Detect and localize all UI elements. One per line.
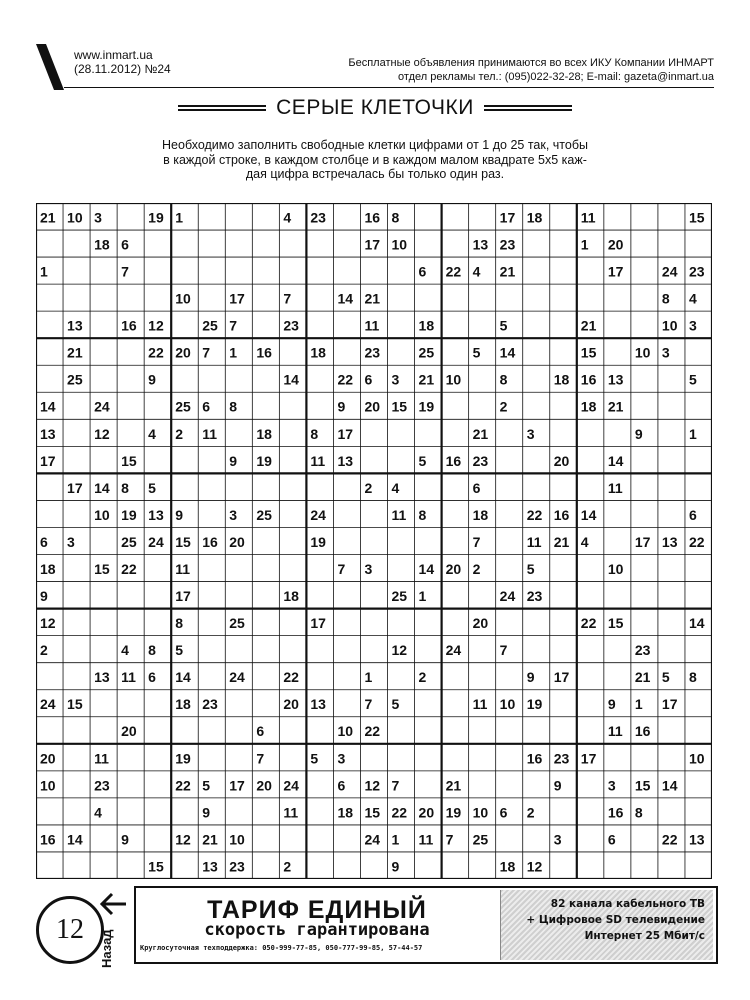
- grid-cell-value: 19: [418, 398, 435, 415]
- grid-cell-value: 16: [202, 533, 218, 550]
- title-row: [0, 96, 750, 120]
- back-link[interactable]: Назад: [99, 929, 114, 968]
- grid-cell-value: 10: [337, 723, 354, 740]
- grid-cell-value: 25: [391, 588, 408, 605]
- grid-cell-value: 11: [175, 560, 191, 577]
- grid-cell-value: 25: [418, 344, 435, 361]
- grid-cell-value: 18: [310, 344, 326, 361]
- grid-cell-value: 14: [283, 371, 299, 388]
- grid-cell-value: 21: [40, 209, 56, 226]
- grid-cell-value: 18: [499, 858, 516, 875]
- grid-cell-value: 18: [283, 588, 299, 605]
- grid-cell-value: 9: [175, 506, 183, 523]
- grid-cell-value: 20: [364, 398, 381, 415]
- ad-banner[interactable]: [134, 886, 718, 964]
- grid-cell-value: 23: [634, 642, 651, 659]
- grid-cell-value: 22: [580, 615, 597, 632]
- grid-cell-value: 19: [256, 452, 272, 469]
- puzzle-title: СЕРЫЕ КЛЕТОЧКИ: [276, 96, 474, 119]
- grid-cell-value: 14: [94, 479, 110, 496]
- ad-feature-3: Интернет 25 Мбит/с: [584, 930, 705, 942]
- grid-cell-value: 6: [148, 669, 156, 686]
- site-info: [74, 48, 171, 76]
- grid-cell-value: 4: [580, 533, 589, 550]
- grid-cell-value: 10: [499, 696, 516, 713]
- grid-cell-value: 9: [40, 588, 48, 605]
- grid-cell-value: 11: [364, 317, 380, 334]
- grid-cell-value: 25: [121, 533, 137, 550]
- grid-cell-value: 25: [256, 506, 272, 523]
- grid-cell-value: 2: [418, 669, 427, 686]
- grid-cell-value: 12: [526, 858, 543, 875]
- grid-cell-value: 12: [391, 642, 408, 659]
- grid-cell-value: 13: [202, 858, 218, 875]
- grid-cell-value: 24: [661, 263, 678, 280]
- ad-support-phones: Круглосуточная техподдержка: 050-999-77-85, 050-777-99-85, 57-44-57: [140, 944, 423, 952]
- grid-cell-value: 13: [40, 425, 56, 442]
- grid-cell-value: 13: [472, 236, 489, 253]
- grid-cell-value: 19: [445, 804, 462, 821]
- grid-cell-value: 6: [472, 479, 481, 496]
- grid-cell-value: 25: [175, 398, 191, 415]
- grid-cell-value: 1: [229, 344, 238, 361]
- grid-cell-value: 20: [607, 236, 624, 253]
- grid-cell-value: 5: [175, 642, 183, 659]
- puzzle-instructions: Необходимо заполнить свободные клетки цифрами от 1 до 25 так, чтобы в каждой строке, в каждом столбце и в каждом малом квадрате 5х5 каж- дая цифра встречалась бы только один раз.: [162, 138, 588, 181]
- grid-cell-value: 11: [526, 533, 542, 550]
- grid-cell-value: 9: [229, 452, 238, 469]
- grid-cell-value: 21: [445, 777, 462, 794]
- grid-cell-value: 12: [40, 615, 56, 632]
- grid-cell-value: 3: [229, 506, 238, 523]
- grid-cell-value: 18: [580, 398, 597, 415]
- grid-cell-value: 5: [418, 452, 427, 469]
- grid-cell-value: 15: [580, 344, 597, 361]
- grid-cell-value: 18: [472, 506, 489, 523]
- grid-cell-value: 4: [472, 263, 481, 280]
- grid-cell-value: 11: [391, 506, 407, 523]
- grid-cell-value: 8: [634, 804, 643, 821]
- grid-cell-value: 3: [337, 750, 346, 767]
- grid-cell-value: 14: [688, 615, 705, 632]
- grid-cell-value: 8: [148, 642, 156, 659]
- grid-cell-value: 2: [364, 479, 373, 496]
- grid-cell-value: 5: [202, 777, 211, 794]
- grid-cell-value: 23: [94, 777, 110, 794]
- grid-cell-value: 6: [121, 236, 129, 253]
- grid-cell-value: 13: [688, 831, 705, 848]
- grid-cell-value: 7: [202, 344, 211, 361]
- grid-cell-value: 24: [229, 669, 245, 686]
- grid-cell-value: 20: [553, 452, 570, 469]
- grid-cell-value: 9: [607, 696, 616, 713]
- grid-cell-value: 2: [472, 560, 481, 577]
- grid-cell-value: 23: [229, 858, 245, 875]
- grid-cell-value: 10: [229, 831, 245, 848]
- grid-cell-value: 16: [634, 723, 651, 740]
- grid-cell-value: 11: [418, 831, 434, 848]
- grid-cell-value: 8: [175, 615, 183, 632]
- grid-cell-value: 10: [661, 317, 678, 334]
- grid-cell-value: 5: [688, 371, 697, 388]
- grid-cell-value: 9: [553, 777, 562, 794]
- grid-cell-value: 8: [661, 290, 670, 307]
- grid-cell-value: 18: [337, 804, 354, 821]
- grid-cell-value: 10: [607, 560, 624, 577]
- grid-cell-value: 14: [418, 560, 435, 577]
- grid-cell-value: 14: [661, 777, 678, 794]
- grid-cell-value: 9: [391, 858, 400, 875]
- grid-cell-value: 8: [391, 209, 400, 226]
- ad-features-box: [500, 890, 713, 960]
- grid-cell-value: 19: [148, 209, 164, 226]
- grid-cell-value: 15: [94, 560, 110, 577]
- grid-cell-value: 11: [94, 750, 109, 767]
- grid-cell-value: 21: [418, 371, 435, 388]
- grid-cell-value: 24: [94, 398, 110, 415]
- grid-cell-value: 17: [661, 696, 678, 713]
- grid-cell-value: 13: [310, 696, 326, 713]
- grid-cell-value: 11: [580, 209, 596, 226]
- grid-cell-value: 25: [472, 831, 489, 848]
- grid-cell-value: 11: [283, 804, 299, 821]
- grid-cell-value: 5: [661, 669, 670, 686]
- grid-cell-value: 1: [40, 263, 48, 280]
- grid-cell-value: 10: [634, 344, 651, 361]
- grid-cell-value: 20: [256, 777, 272, 794]
- grid-cell-value: 7: [256, 750, 265, 767]
- grid-cell-value: 22: [283, 669, 299, 686]
- grid-cell-value: 3: [67, 533, 75, 550]
- grid-cell-value: 6: [337, 777, 346, 794]
- grid-cell-value: 21: [472, 425, 489, 442]
- grid-cell-value: 11: [310, 452, 326, 469]
- grid-cell-value: 16: [40, 831, 56, 848]
- grid-cell-value: 13: [67, 317, 83, 334]
- grid-cell-value: 7: [229, 317, 238, 334]
- grid-cell-value: 24: [445, 642, 462, 659]
- grid-cell-value: 14: [40, 398, 56, 415]
- grid-cell-value: 11: [607, 479, 623, 496]
- grid-cell-value: 23: [553, 750, 570, 767]
- grid-cell-value: 16: [553, 506, 570, 523]
- grid-cell-value: 9: [121, 831, 129, 848]
- grid-cell-value: 23: [202, 696, 218, 713]
- grid-cell-value: 16: [580, 371, 597, 388]
- grid-cell-value: 9: [526, 669, 535, 686]
- grid-cell-value: 2: [499, 398, 508, 415]
- grid-cell-value: 17: [175, 588, 191, 605]
- grid-cell-value: 2: [40, 642, 48, 659]
- grid-cell-value: 1: [391, 831, 400, 848]
- grid-cell-value: 22: [121, 560, 137, 577]
- grid-cell-value: 19: [175, 750, 191, 767]
- ads-notice: [348, 56, 714, 84]
- grid-cell-value: 7: [283, 290, 292, 307]
- grid-cell-value: 5: [499, 317, 508, 334]
- grid-cell-value: 17: [499, 209, 516, 226]
- grid-cell-value: 1: [580, 236, 589, 253]
- notice-line-2: отдел рекламы тел.: (095)022-32-28; E-mail: gazeta@inmart.ua: [398, 71, 714, 83]
- grid-cell-value: 5: [148, 479, 156, 496]
- grid-cell-value: 8: [121, 479, 129, 496]
- grid-cell-value: 6: [40, 533, 48, 550]
- grid-cell-value: 21: [67, 344, 83, 361]
- grid-cell-value: 5: [391, 696, 400, 713]
- grid-cell-value: 18: [553, 371, 570, 388]
- grid-cell-value: 5: [526, 560, 535, 577]
- grid-cell-value: 9: [634, 425, 643, 442]
- grid-cell-value: 17: [337, 425, 354, 442]
- grid-cell-value: 3: [94, 209, 102, 226]
- grid-cell-value: 11: [121, 669, 136, 686]
- grid-cell-value: 13: [661, 533, 678, 550]
- grid-cell-value: 18: [526, 209, 543, 226]
- grid-cell-value: 9: [202, 804, 211, 821]
- grid-cell-value: 1: [634, 696, 643, 713]
- grid-cell-value: 22: [526, 506, 543, 523]
- grid-cell-value: 6: [418, 263, 427, 280]
- site-url[interactable]: www.inmart.ua: [74, 48, 153, 62]
- grid-cell-value: 17: [229, 290, 245, 307]
- grid-cell-value: 20: [229, 533, 245, 550]
- grid-cell-value: 17: [580, 750, 597, 767]
- grid-cell-value: 23: [364, 344, 381, 361]
- grid-cell-value: 22: [175, 777, 191, 794]
- grid-cell-value: 5: [472, 344, 481, 361]
- grid-cell-value: 10: [175, 290, 191, 307]
- grid-cell-value: 2: [283, 858, 292, 875]
- grid-cell-value: 3: [364, 560, 373, 577]
- grid-cell-value: 17: [40, 452, 56, 469]
- ad-main: [136, 888, 498, 962]
- ad-feature-2: + Цифровое SD телевидение: [526, 914, 705, 926]
- grid-cell-value: 17: [229, 777, 245, 794]
- grid-cell-value: 9: [148, 371, 156, 388]
- grid-cell-value: 18: [175, 696, 191, 713]
- grid-cell-value: 20: [472, 615, 489, 632]
- grid-cell-value: 7: [472, 533, 481, 550]
- grid-cell-value: 17: [310, 615, 326, 632]
- grid-cell-value: 8: [688, 669, 697, 686]
- grid-cell-value: 22: [688, 533, 705, 550]
- grid-cell-value: 14: [499, 344, 516, 361]
- grid-cell-value: 2: [526, 804, 535, 821]
- grid-cell-value: 15: [634, 777, 651, 794]
- grid-cell-value: 16: [364, 209, 381, 226]
- grid-cell-value: 16: [121, 317, 137, 334]
- ad-feature-1: 82 канала кабельного ТВ: [550, 898, 705, 910]
- grid-cell-value: 24: [499, 588, 516, 605]
- grid-cell-value: 19: [121, 506, 137, 523]
- grid-cell-value: 23: [688, 263, 705, 280]
- grid-cell-value: 12: [148, 317, 164, 334]
- issue-date: (28.11.2012) №24: [74, 62, 171, 76]
- grid-cell-value: 6: [607, 831, 616, 848]
- grid-cell-value: 1: [688, 425, 697, 442]
- grid-cell-value: 15: [391, 398, 408, 415]
- grid-cell-value: 14: [337, 290, 354, 307]
- grid-cell-value: 14: [580, 506, 597, 523]
- grid-cell-value: 24: [40, 696, 56, 713]
- grid-cell-value: 22: [364, 723, 381, 740]
- grid-cell-value: 11: [607, 723, 623, 740]
- grid-cell-value: 16: [256, 344, 272, 361]
- grid-cell-value: 10: [67, 209, 83, 226]
- grid-cell-value: 2: [175, 425, 183, 442]
- corner-stripe-icon: [36, 44, 64, 90]
- grid-cell-value: 21: [634, 669, 651, 686]
- grid-cell-value: 7: [364, 696, 373, 713]
- grid-cell-value: 14: [607, 452, 624, 469]
- grid-cell-value: 24: [283, 777, 299, 794]
- grid-cell-value: 10: [40, 777, 56, 794]
- grid-cell-value: 20: [445, 560, 462, 577]
- grid-cell-value: 11: [472, 696, 488, 713]
- grid-cell-value: 21: [364, 290, 381, 307]
- grid-cell-value: 3: [661, 344, 670, 361]
- grid-cell-value: 18: [418, 317, 435, 334]
- grid-cell-value: 24: [310, 506, 326, 523]
- grid-cell-value: 10: [94, 506, 110, 523]
- grid-cell-value: 15: [688, 209, 705, 226]
- grid-cell-value: 6: [499, 804, 508, 821]
- grid-cell-value: 20: [175, 344, 191, 361]
- grid-cell-value: 21: [580, 317, 597, 334]
- grid-cell-value: 3: [688, 317, 697, 334]
- grid-cell-value: 4: [148, 425, 156, 442]
- grid-cell-value: 12: [364, 777, 381, 794]
- grid-cell-value: 4: [283, 209, 292, 226]
- grid-cell-value: 21: [499, 263, 516, 280]
- grid-cell-value: 10: [472, 804, 489, 821]
- grid-cell-value: 21: [553, 533, 570, 550]
- grid-cell-value: 8: [499, 371, 508, 388]
- grid-cell-value: 7: [499, 642, 508, 659]
- grid-cell-value: 3: [526, 425, 535, 442]
- grid-cell-value: 7: [337, 560, 346, 577]
- grid-cell-value: 8: [310, 425, 319, 442]
- grid-cell-value: 8: [418, 506, 427, 523]
- grid-cell-value: 17: [364, 236, 381, 253]
- grid-cell-value: 16: [526, 750, 543, 767]
- grid-cell-value: 24: [148, 533, 164, 550]
- grid-cell-value: 17: [67, 479, 83, 496]
- grid-cell-value: 15: [121, 452, 137, 469]
- grid-cell-value: 17: [607, 263, 624, 280]
- grid-cell-value: 21: [202, 831, 218, 848]
- grid-cell-value: 6: [364, 371, 373, 388]
- grid-cell-value: 6: [202, 398, 211, 415]
- grid-cell-value: 18: [94, 236, 110, 253]
- ad-subtitle: скорость гарантирована: [204, 920, 430, 940]
- grid-cell-value: 11: [202, 425, 218, 442]
- grid-cell-value: 21: [607, 398, 624, 415]
- grid-cell-value: 13: [94, 669, 110, 686]
- grid-cell-value: 25: [229, 615, 245, 632]
- grid-cell-value: 3: [391, 371, 400, 388]
- grid-cell-value: 22: [661, 831, 678, 848]
- grid-cell-value: 22: [391, 804, 408, 821]
- grid-cell-value: 13: [337, 452, 354, 469]
- grid-cell-value: 24: [364, 831, 381, 848]
- grid-cell-value: 7: [391, 777, 400, 794]
- grid-cell-value: 22: [445, 263, 462, 280]
- grid-cell-value: 23: [283, 317, 299, 334]
- grid-cell-value: 22: [337, 371, 354, 388]
- grid-cell-value: 15: [607, 615, 624, 632]
- grid-cell-value: 15: [148, 858, 164, 875]
- grid-cell-value: 10: [445, 371, 462, 388]
- header-divider: [64, 87, 714, 88]
- grid-cell-value: 15: [175, 533, 191, 550]
- grid-cell-value: 23: [472, 452, 489, 469]
- grid-cell-value: 6: [688, 506, 697, 523]
- grid-cell-value: 1: [364, 669, 373, 686]
- grid-cell-value: 4: [688, 290, 697, 307]
- grid-cell-value: 17: [553, 669, 570, 686]
- grid-cell-value: 23: [526, 588, 543, 605]
- grid-cell-value: 5: [310, 750, 319, 767]
- grid-cell-value: 4: [391, 479, 400, 496]
- notice-line-1: Бесплатные объявления принимаются во всех ИКУ Компании ИНМАРТ: [348, 57, 714, 69]
- page-number: 12: [36, 896, 104, 964]
- grid-cell-value: 20: [283, 696, 299, 713]
- grid-cell-value: 7: [445, 831, 454, 848]
- grid-cell-value: 22: [148, 344, 164, 361]
- grid-cell-value: 23: [310, 209, 326, 226]
- grid-cell-value: 17: [634, 533, 651, 550]
- grid-cell-value: 3: [607, 777, 616, 794]
- grid-cell-value: 4: [121, 642, 129, 659]
- grid-cell-value: 15: [364, 804, 381, 821]
- grid-cell-value: 19: [310, 533, 326, 550]
- grid-cell-value: 12: [175, 831, 191, 848]
- grid-cell-value: 25: [202, 317, 218, 334]
- grid-cell-value: 16: [445, 452, 462, 469]
- grid-cell-value: 20: [418, 804, 435, 821]
- sudoku-grid[interactable]: [36, 203, 712, 879]
- grid-cell-value: 12: [94, 425, 110, 442]
- grid-cell-value: 3: [553, 831, 562, 848]
- ad-title: ТАРИФ ЕДИНЫЙ: [207, 896, 427, 924]
- grid-cell-value: 1: [418, 588, 427, 605]
- grid-cell-value: 18: [256, 425, 272, 442]
- grid-cell-value: 15: [67, 696, 83, 713]
- grid-cell-value: 10: [688, 750, 705, 767]
- grid-cell-value: 7: [121, 263, 129, 280]
- grid-cell-value: 8: [229, 398, 238, 415]
- grid-cell-value: 23: [499, 236, 516, 253]
- grid-cell-value: 6: [256, 723, 265, 740]
- grid-cell-value: 14: [175, 669, 191, 686]
- grid-cell-value: 20: [40, 750, 56, 767]
- grid-cell-value: 16: [607, 804, 624, 821]
- grid-cell-value: 19: [526, 696, 543, 713]
- grid-cell-value: 9: [337, 398, 346, 415]
- grid-cell-value: 1: [175, 209, 183, 226]
- grid-cell-value: 10: [391, 236, 408, 253]
- grid-cell-value: 4: [94, 804, 102, 821]
- grid-cell-value: 18: [40, 560, 56, 577]
- grid-cell-value: 13: [148, 506, 164, 523]
- grid-cell-value: 14: [67, 831, 83, 848]
- grid-cell-value: 25: [67, 371, 83, 388]
- grid-cell-value: 13: [607, 371, 624, 388]
- grid-cell-value: 20: [121, 723, 137, 740]
